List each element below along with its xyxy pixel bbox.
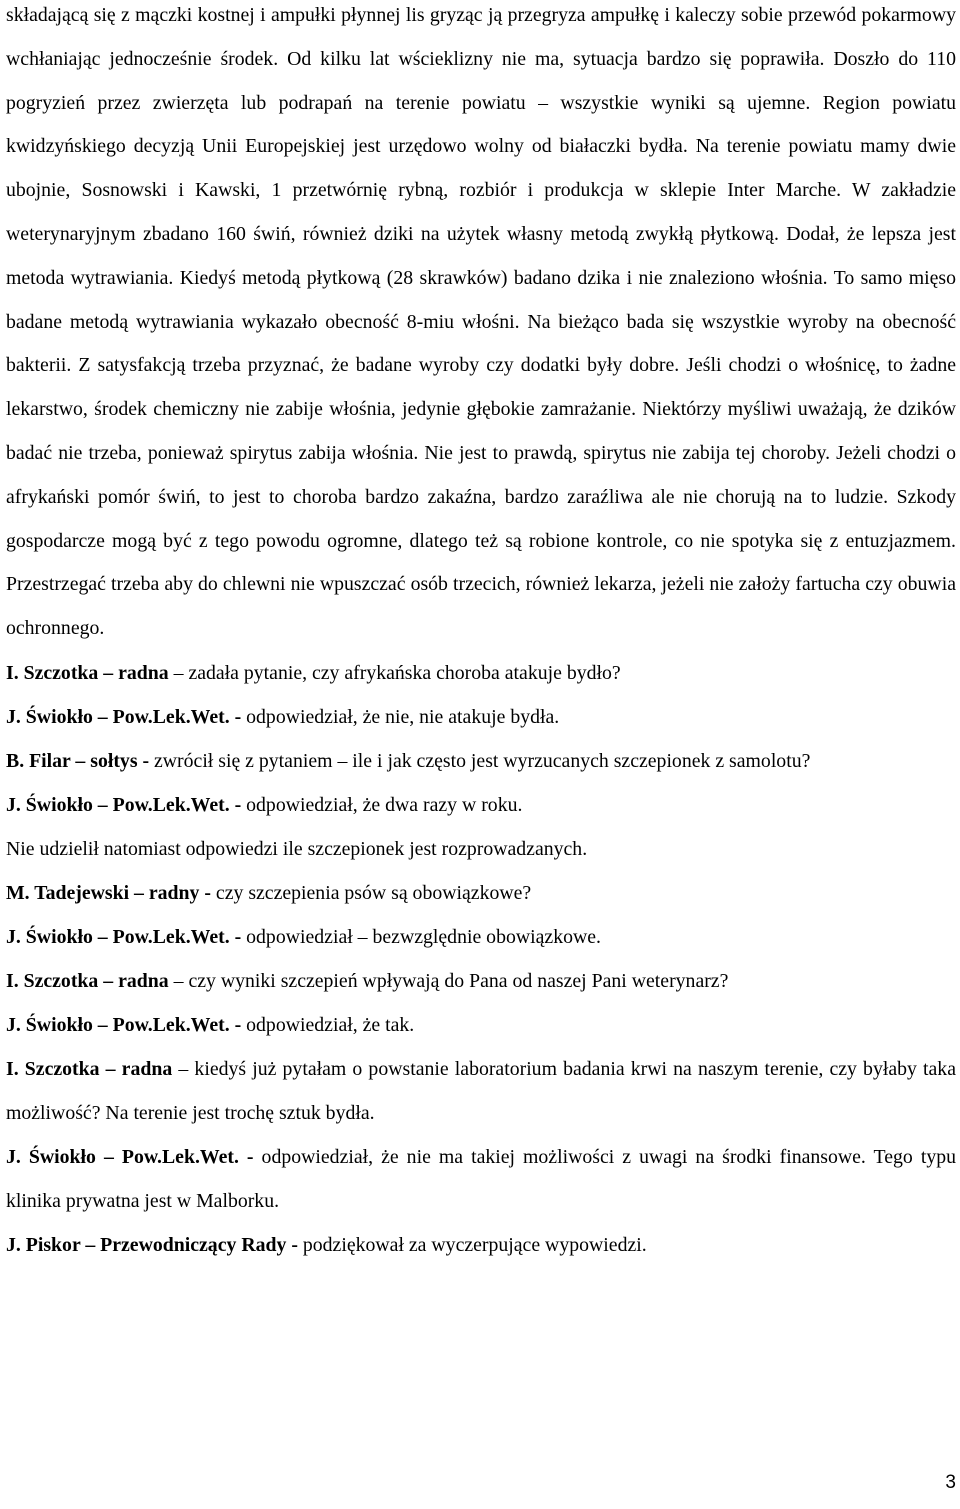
exchange-item (6, 1003, 956, 1047)
speaker-name: M. Tadejewski – radny - (6, 881, 211, 904)
exchange-list (6, 651, 956, 1267)
speaker-name: J. Świokło – Pow.Lek.Wet. - (6, 1013, 242, 1036)
exchange-item (6, 915, 956, 959)
speaker-name: I. Szczotka – radna (6, 969, 169, 992)
statement-text: odpowiedział, że dwa razy w roku. (241, 793, 523, 816)
speaker-name: I. Szczotka – radna (6, 1057, 173, 1080)
page-number: 3 (945, 1472, 956, 1493)
statement-text: odpowiedział, że nie ma takiej możliwości z uwagi na środki finansowe. Tego typu klinika prywatna jest w Malborku. (6, 1145, 956, 1212)
exchange-item (6, 739, 956, 783)
exchange-item (6, 1223, 956, 1267)
statement-text: Nie udzielił natomiast odpowiedzi ile szczepionek jest rozprowadzanych. (6, 837, 588, 860)
statement-text: odpowiedział – bezwzględnie obowiązkowe. (241, 925, 601, 948)
speaker-name: J. Piskor – Przewodniczący Rady - (6, 1233, 298, 1256)
statement-text: – zadała pytanie, czy afrykańska choroba atakuje bydło? (168, 661, 621, 684)
exchange-item (6, 783, 956, 827)
main-paragraph: składającą się z mączki kostnej i ampułki płynnej lis gryząc ją przegryza ampułkę i kaleczy sobie przewód pokarmowy wchłaniając jednocześnie środek. Od kilku lat wścieklizny nie ma, sytuacja bardzo się poprawiła. Doszło do 110 pogryzień przez zwierzęta lub podrapań na terenie powiatu – wszystkie wyniki są ujemne. Region powiatu kwidzyńskiego decyzją Unii Europejskiej jest urzędowo wolny od białaczki bydła. Na terenie powiatu mamy dwie ubojnie, Sosnowski i Kawski, 1 przetwórnię rybną, rozbiór i produkcja w sklepie Inter Marche. W zakładzie weterynaryjnym zbadano 160 świń, również dziki na użytek własny metodą zwykłą płytkową. Dodał, że lepsza jest metoda wytrawiania. Kiedyś metodą płytkową (28 skrawków) badano dzika i nie znaleziono włośnia. To samo mięso badane metodą wytrawiania wykazało obecność 8-miu włośni. Na bieżąco bada się wszystkie wyroby na obecność bakterii. Z satysfakcją trzeba przyznać, że badane wyroby czy dodatki były dobre. Jeśli chodzi o włośnicę, to żadne lekarstwo, środek chemiczny nie zabije włośnia, jedynie głębokie zamrażanie. Niektórzy myśliwi uważają, że dzików badać nie trzeba, ponieważ spirytus zabija włośnia. Nie jest to prawdą, spirytus nie zabija tej choroby. Jeżeli chodzi o afrykański pomór świń, to jest to choroba bardzo zakaźna, bardzo zaraźliwa ale nie chorują na to ludzie. Szkody gospodarcze mogą być z tego powodu ogromne, dlatego też są robione kontrole, co nie spotyka się z entuzjazmem. Przestrzegać trzeba aby do chlewni nie wpuszczać osób trzecich, również lekarza, jeżeli nie założy fartucha czy obuwia ochronnego. (6, 4, 956, 640)
exchange-item (6, 827, 956, 871)
statement-text: odpowiedział, że tak. (241, 1013, 415, 1036)
exchange-item (6, 1135, 956, 1223)
statement-text: – czy wyniki szczepień wpływają do Pana od naszej Pani weterynarz? (168, 969, 729, 992)
statement-text: podziękował za wyczerpujące wypowiedzi. (297, 1233, 647, 1256)
exchange-item (6, 1047, 956, 1135)
exchange-item (6, 651, 956, 695)
speaker-name: J. Świokło – Pow.Lek.Wet. - (6, 793, 242, 816)
statement-text: czy szczepienia psów są obowiązkowe? (210, 881, 532, 904)
statement-text: – kiedyś już pytałam o powstanie laboratorium badania krwi na naszym terenie, czy byłaby taka możliwość? Na terenie jest trochę sztuk bydła. (6, 1057, 956, 1124)
exchange-item (6, 959, 956, 1003)
speaker-name: J. Świokło – Pow.Lek.Wet. - (6, 925, 242, 948)
speaker-name: I. Szczotka – radna (6, 661, 169, 684)
exchange-item (6, 871, 956, 915)
statement-text: odpowiedział, że nie, nie atakuje bydła. (241, 705, 560, 728)
speaker-name: J. Świokło – Pow.Lek.Wet. - (6, 705, 242, 728)
exchange-item (6, 695, 956, 739)
speaker-name: B. Filar – sołtys - (6, 749, 150, 772)
statement-text: zwrócił się z pytaniem – ile i jak często jest wyrzucanych szczepionek z samolotu? (149, 749, 811, 772)
speaker-name: J. Świokło – Pow.Lek.Wet. - (6, 1145, 254, 1168)
document-page (6, 0, 956, 1267)
